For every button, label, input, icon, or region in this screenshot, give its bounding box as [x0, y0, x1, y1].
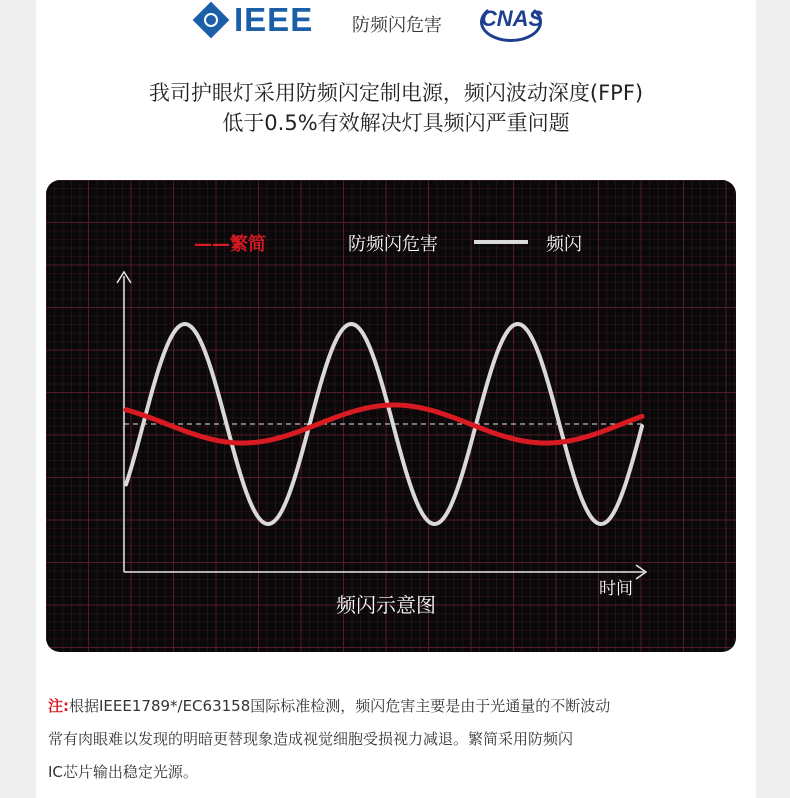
chart-legend	[194, 233, 582, 255]
legend-flicker-label: 频闪	[546, 234, 582, 255]
footnote-line-1	[48, 690, 748, 723]
cnas-logo	[472, 0, 552, 46]
footnote-line-3: IC芯片输出稳定光源。	[48, 763, 198, 781]
legend-middle-label: 防频闪危害	[348, 234, 438, 255]
cnas-logo-text: CNAS	[480, 6, 544, 31]
legend-brand-label: ——繁简	[194, 234, 266, 255]
headline-line-1: 我司护眼灯采用防频闪定制电源，频闪波动深度(FPF)	[148, 81, 644, 105]
product-panel	[36, 0, 756, 798]
ieee-logo	[198, 2, 313, 38]
footnote-line-2: 常有肉眼难以发现的明暗更替现象造成视觉细胞受损视力减退。繁简采用防频闪	[48, 730, 574, 748]
footnote	[48, 690, 748, 789]
headline-line-2: 低于0.5%有效解决灯具频闪严重问题	[222, 111, 570, 135]
footnote-line-1-text: 根据IEEE1789*/EC63158国际标准检测，频闪危害主要是由于光通量的不断波动	[69, 697, 611, 715]
ieee-logo-text: IEEE	[234, 1, 314, 38]
logo-bar	[36, 0, 756, 50]
x-axis-label: 时间	[599, 579, 633, 599]
chart-axes	[117, 272, 646, 579]
logo-caption: 防频闪危害	[352, 15, 442, 36]
flicker-chart	[46, 180, 736, 652]
chart-caption: 频闪示意图	[336, 593, 436, 617]
footnote-tag: 注:	[48, 697, 69, 715]
ieee-diamond-icon	[193, 2, 230, 39]
flicker-chart-svg	[46, 180, 736, 652]
